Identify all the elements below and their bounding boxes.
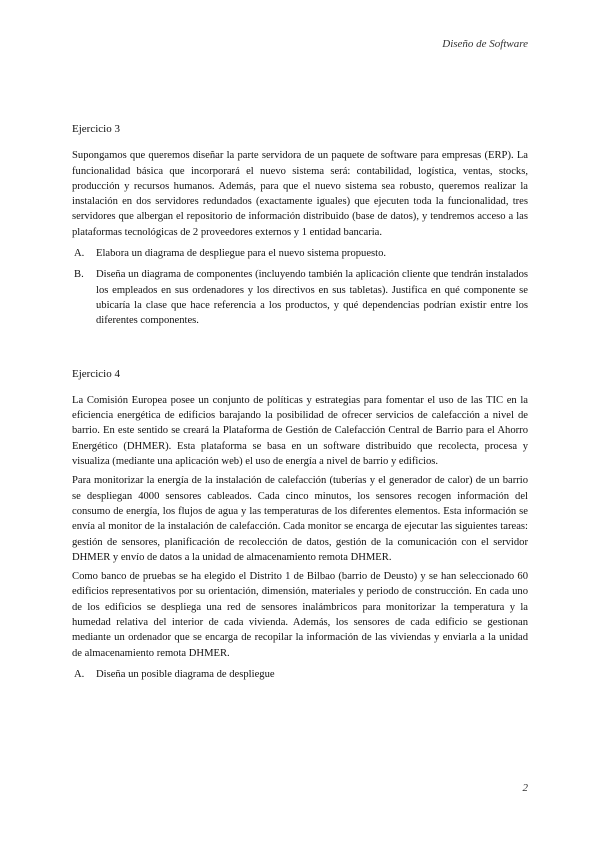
exercise-4-paragraph-3: Como banco de pruebas se ha elegido el Distrito 1 de Bilbao (barrio de Deusto) y se han seleccionado 60 edificios representativos por su orientación, dimensión, materiales y periodo de construcción. En cada uno de los edificios se despliega una red de sensores inalámbricos para monitorizar la temperatura y la humedad relativa del interior de cada vivienda. Además, los sensores de cada edificio se gestionan mediante un ordenador que se encarga de recopilar la información de las viviendas y enviarla a la unidad de almacenamiento remota DHMER.	[72, 571, 528, 659]
exercise-4-item-a	[72, 667, 528, 682]
section-gap	[72, 335, 528, 367]
list-text: Elabora un diagrama de despliegue para el nuevo sistema propuesto.	[96, 248, 387, 260]
exercise-3-paragraph: Supongamos que queremos diseñar la parte servidora de un paquete de software para empresas (ERP). La funcionalidad básica que incorporará el nuevo sistema será: contabilidad, logística, ventas, stocks, producción y recursos humanos. Además, para que el nuevo sistema sea robusto, queremos realizar la instalación en dos servidores redundados (exactamente iguales) que ejecuten toda la funcionalidad, tres servidores que albergan el repositorio de información distribuido (base de datos), y tendremos acceso a las plataformas tecnológicas de 2 proveedores externos y 1 entidad bancaria.	[72, 150, 528, 238]
running-header: Diseño de Software	[442, 38, 528, 50]
exercise-3-item-a	[72, 246, 528, 261]
list-letter: A.	[74, 248, 85, 260]
document-body	[72, 122, 528, 688]
exercise-4-title: Ejercicio 4	[72, 367, 120, 380]
exercise-4-paragraph-1: La Comisión Europea posee un conjunto de políticas y estrategias para fomentar el uso de las TIC en la eficiencia energética de edificios barajando la posibilidad de ofrecer servicios de calefacción a nivel de barrio. En este sentido se creará la Plataforma de Gestión de Calefacción Central de Barrio para el Ahorro Energético (DHMER). Esta plataforma se basa en un software distribuido que recolecta, procesa y visualiza (mediante una aplicación web) el uso de energía a nivel de barrio y edificios.	[72, 394, 528, 468]
list-letter: A.	[74, 668, 85, 680]
list-letter: B.	[74, 269, 84, 281]
list-text: Diseña un diagrama de componentes (incluyendo también la aplicación cliente que tendrán instalados los empleados en sus ordenadores y los directivos en sus tabletas). Justifica en qué componente se ubicaría la clase que hace referencia a los productos, y qué dependencias podrían existir entre los diferentes componentes.	[96, 269, 528, 327]
exercise-4-paragraph-2: Para monitorizar la energía de la instalación de calefacción (tuberías y el generador de calor) de un barrio se despliegan 4000 sensores cableados. Cada cinco minutos, los sensores recogen información del consumo de energía, los flujos de agua y las temperaturas de los diferentes elementos. Esta información se envía al monitor de la instalación de calefacción. Cada monitor se encarga de ejecutar las siguientes tareas: gestión de sensores, planificación de recolección de datos, gestión de la comunicación con el servidor DHMER y envío de datos a la unidad de almacenamiento remota DHMER.	[72, 475, 528, 563]
list-text: Diseña un posible diagrama de despliegue	[96, 668, 275, 680]
exercise-3-item-b	[72, 267, 528, 328]
exercise-3-title: Ejercicio 3	[72, 123, 120, 135]
page-number: 2	[522, 782, 528, 794]
